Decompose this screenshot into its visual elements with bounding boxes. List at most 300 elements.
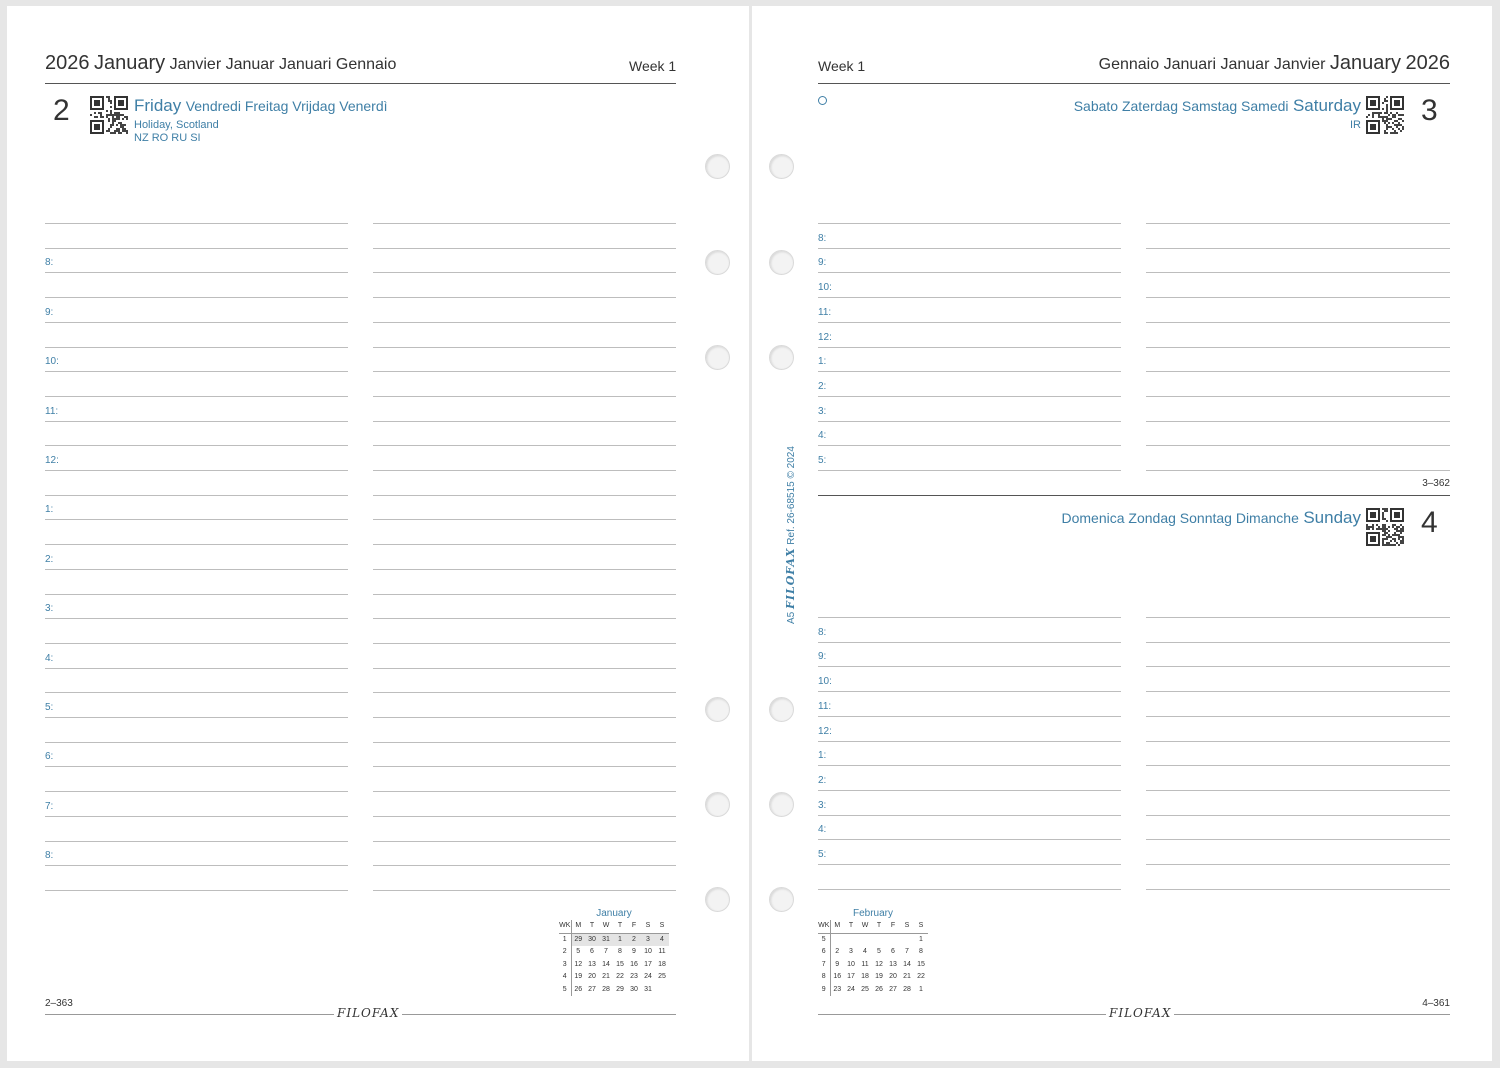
circle-icon bbox=[818, 96, 827, 105]
writing-line bbox=[373, 519, 676, 520]
hour-label: 4: bbox=[45, 652, 54, 664]
mini-calendar-header-cell: T bbox=[872, 920, 886, 933]
hour-label: 12: bbox=[45, 455, 59, 466]
mini-calendar-day: 19 bbox=[875, 973, 883, 980]
hour-label: 7: bbox=[45, 800, 54, 812]
mini-calendar-day: 25 bbox=[861, 985, 869, 993]
mini-calendar-day: 20 bbox=[889, 973, 897, 980]
mini-calendar-day: 5 bbox=[576, 948, 581, 955]
mini-calendar-day: 4 bbox=[655, 933, 669, 946]
writing-line bbox=[373, 766, 676, 767]
left-holiday: Holiday, Scotland bbox=[134, 119, 219, 131]
writing-line bbox=[373, 643, 676, 644]
mini-calendar-week-row bbox=[818, 959, 928, 972]
mini-calendar-day bbox=[886, 933, 900, 946]
ring-hole bbox=[705, 887, 730, 912]
mini-calendar-header-cell: WK bbox=[818, 920, 830, 933]
writing-line bbox=[1146, 347, 1450, 348]
mini-calendar-day: 14 bbox=[602, 960, 610, 968]
writing-line bbox=[373, 668, 676, 669]
hour-label: 1: bbox=[818, 356, 827, 368]
sunday-heading bbox=[1062, 508, 1362, 528]
mini-calendar-day: 8 bbox=[919, 948, 923, 955]
saturday-heading bbox=[1074, 96, 1361, 116]
mini-calendar-day: 9 bbox=[835, 960, 840, 968]
mini-calendar-day: 1 bbox=[919, 935, 923, 943]
mini-calendar-day: 31 bbox=[599, 933, 613, 946]
writing-line bbox=[45, 544, 348, 545]
mini-calendar-week-number: 8 bbox=[818, 971, 830, 984]
writing-line bbox=[1146, 445, 1450, 446]
left-day-heading bbox=[134, 96, 388, 116]
writing-line bbox=[45, 445, 348, 446]
ring-hole bbox=[705, 345, 730, 370]
hour-label: 5: bbox=[818, 849, 827, 860]
hour-label: 8: bbox=[45, 257, 54, 269]
writing-line bbox=[1146, 617, 1450, 618]
mini-calendar-day bbox=[655, 984, 669, 997]
hour-label: 1: bbox=[818, 750, 827, 762]
writing-line bbox=[818, 864, 1121, 865]
left-page-code: 2–363 bbox=[45, 998, 73, 1009]
hour-label: 8: bbox=[818, 232, 827, 244]
mini-calendar-february bbox=[818, 908, 928, 996]
mini-calendar-day: 18 bbox=[861, 973, 869, 980]
mini-calendar-day: 4 bbox=[863, 948, 867, 955]
mini-calendar-day: 7 bbox=[604, 948, 608, 955]
hour-label: 8: bbox=[818, 626, 827, 638]
writing-line bbox=[373, 841, 676, 842]
mini-calendar-day: 24 bbox=[644, 973, 652, 980]
spine-ref: Ref. 26-68515 bbox=[786, 481, 797, 545]
left-day-langs: Vendredi Freitag Vrijdag Venerdì bbox=[185, 98, 388, 114]
mini-calendar-day: 9 bbox=[632, 948, 636, 955]
mini-calendar-day: 1 bbox=[919, 985, 923, 993]
writing-line bbox=[818, 322, 1121, 323]
hour-label: 11: bbox=[818, 700, 832, 712]
writing-line bbox=[45, 643, 348, 644]
writing-line bbox=[818, 765, 1121, 766]
writing-line bbox=[818, 248, 1121, 249]
writing-line bbox=[1146, 470, 1450, 471]
writing-line bbox=[373, 445, 676, 446]
writing-line bbox=[45, 569, 348, 570]
sunday-name: Sunday bbox=[1303, 508, 1361, 527]
mini-calendar-week-row bbox=[559, 933, 669, 946]
mini-calendar-header-cell: W bbox=[858, 920, 872, 933]
mini-calendar-day: 28 bbox=[602, 985, 610, 993]
mini-calendar-day: 27 bbox=[889, 985, 897, 993]
hour-label: 3: bbox=[818, 799, 827, 811]
writing-line bbox=[1146, 371, 1450, 372]
writing-line bbox=[818, 617, 1121, 618]
left-footer-brand: FILOFAX bbox=[334, 1006, 402, 1020]
writing-line bbox=[1146, 396, 1450, 397]
writing-line bbox=[45, 692, 348, 693]
mini-calendar-header-cell: S bbox=[900, 920, 914, 933]
left-week-label: Week 1 bbox=[629, 58, 677, 74]
mini-calendar-title: January bbox=[596, 908, 632, 919]
left-countries: NZ RO RU SI bbox=[134, 132, 201, 144]
right-header-month: January bbox=[1329, 52, 1402, 74]
mini-calendar-day bbox=[872, 933, 886, 946]
mini-calendar-day: 29 bbox=[616, 985, 624, 993]
writing-line bbox=[1146, 421, 1450, 422]
mini-calendar-week-row bbox=[818, 933, 928, 946]
right-week-label: Week 1 bbox=[818, 58, 866, 74]
writing-line bbox=[1146, 716, 1450, 717]
mini-calendar-day: 15 bbox=[917, 960, 925, 968]
writing-line bbox=[1146, 642, 1450, 643]
mini-calendar-day: 24 bbox=[847, 985, 855, 993]
mini-calendar-header-cell: F bbox=[886, 920, 900, 933]
mini-calendar-day: 31 bbox=[644, 985, 652, 993]
mini-calendar-title: February bbox=[852, 908, 893, 919]
writing-line bbox=[818, 371, 1121, 372]
ring-hole bbox=[769, 250, 794, 275]
hour-label: 8: bbox=[45, 850, 54, 862]
writing-line bbox=[373, 692, 676, 693]
left-day-name: Friday bbox=[134, 96, 182, 115]
writing-line bbox=[818, 716, 1121, 717]
writing-line bbox=[45, 297, 348, 298]
writing-line bbox=[818, 421, 1121, 422]
writing-line bbox=[45, 248, 348, 249]
writing-line bbox=[818, 741, 1121, 742]
mini-calendar-week-row bbox=[818, 984, 928, 997]
hour-label: 3: bbox=[818, 405, 827, 417]
writing-line bbox=[1146, 272, 1450, 273]
writing-line bbox=[818, 347, 1121, 348]
mini-calendar-day bbox=[830, 933, 844, 946]
saturday-name: Saturday bbox=[1292, 96, 1361, 115]
mini-calendar-header-row bbox=[818, 920, 928, 933]
mini-calendar-week-row bbox=[818, 971, 928, 984]
mini-calendar-day: 28 bbox=[903, 985, 911, 993]
writing-line bbox=[818, 790, 1121, 791]
writing-line bbox=[1146, 691, 1450, 692]
mini-calendar-day: 5 bbox=[877, 948, 881, 955]
writing-line bbox=[818, 889, 1121, 890]
spine-size: A5 bbox=[786, 611, 797, 624]
spine-imprint bbox=[784, 446, 797, 624]
hour-label: 2: bbox=[818, 774, 827, 786]
writing-line bbox=[45, 519, 348, 520]
writing-line bbox=[1146, 297, 1450, 298]
writing-line bbox=[373, 322, 676, 323]
hour-label: 3: bbox=[45, 603, 54, 615]
mini-calendar-week-number: 5 bbox=[559, 984, 571, 997]
writing-line bbox=[818, 396, 1121, 397]
mini-calendar-week-number: 9 bbox=[818, 984, 830, 997]
ring-hole bbox=[705, 250, 730, 275]
ring-hole bbox=[769, 792, 794, 817]
hour-label: 11: bbox=[818, 306, 832, 318]
mini-calendar-header-cell: W bbox=[599, 920, 613, 933]
saturday-countries: IR bbox=[1350, 119, 1361, 131]
writing-line bbox=[1146, 889, 1450, 890]
writing-line bbox=[45, 865, 348, 866]
mini-calendar-header-cell: S bbox=[914, 920, 928, 933]
mini-calendar-day: 25 bbox=[658, 973, 666, 980]
mini-calendar-day bbox=[900, 933, 914, 946]
mini-calendar-day bbox=[858, 933, 872, 946]
ring-hole bbox=[769, 697, 794, 722]
writing-line bbox=[818, 272, 1121, 273]
writing-line bbox=[45, 322, 348, 323]
mini-calendar-week-row bbox=[559, 946, 669, 959]
mini-calendar-header-cell: T bbox=[585, 920, 599, 933]
spine-copyright: © 2024 bbox=[786, 446, 797, 479]
ring-hole bbox=[705, 697, 730, 722]
right-header-month-langs: Gennaio Januari Januar Janvier bbox=[1098, 56, 1326, 73]
writing-line bbox=[45, 841, 348, 842]
hour-label: 5: bbox=[818, 455, 827, 466]
mini-calendar-day bbox=[844, 933, 858, 946]
mini-calendar-header-row bbox=[559, 920, 669, 933]
mini-calendar-week-number: 6 bbox=[818, 946, 830, 959]
left-header-month-langs: Janvier Januar Januari Gennaio bbox=[169, 56, 397, 73]
mini-calendar-week-row bbox=[559, 971, 669, 984]
qr-code-icon bbox=[1366, 96, 1404, 134]
mini-calendar-day: 23 bbox=[630, 973, 638, 980]
mini-calendar-header-cell: T bbox=[844, 920, 858, 933]
writing-line bbox=[373, 816, 676, 817]
writing-line bbox=[373, 470, 676, 471]
mini-calendar-day: 12 bbox=[574, 960, 583, 968]
writing-line bbox=[818, 691, 1121, 692]
writing-line bbox=[1146, 815, 1450, 816]
writing-line bbox=[45, 421, 348, 422]
mini-calendar-week-row bbox=[559, 984, 669, 997]
writing-line bbox=[45, 766, 348, 767]
writing-line bbox=[1146, 864, 1450, 865]
writing-line bbox=[373, 865, 676, 866]
mini-calendar-week-number: 1 bbox=[559, 933, 571, 946]
writing-line bbox=[45, 890, 348, 891]
spine-brand: FILOFAX bbox=[784, 547, 797, 609]
writing-line bbox=[45, 791, 348, 792]
writing-line bbox=[373, 618, 676, 619]
left-header-year: 2026 bbox=[45, 52, 90, 74]
mini-calendar-day: 29 bbox=[571, 933, 585, 946]
writing-line bbox=[45, 594, 348, 595]
mini-calendar-day: 2 bbox=[835, 948, 840, 955]
mini-calendar-day: 17 bbox=[847, 973, 855, 980]
writing-line bbox=[818, 445, 1121, 446]
writing-line bbox=[373, 347, 676, 348]
writing-line bbox=[373, 297, 676, 298]
hour-label: 10: bbox=[818, 676, 832, 688]
mini-calendar-header-cell: WK bbox=[559, 920, 571, 933]
hour-label: 9: bbox=[818, 257, 827, 269]
mini-calendar-day: 27 bbox=[588, 985, 596, 993]
mini-calendar-day: 23 bbox=[833, 985, 842, 993]
left-header-title bbox=[45, 52, 396, 75]
mini-calendar-day: 15 bbox=[616, 960, 624, 968]
writing-line bbox=[45, 742, 348, 743]
writing-line bbox=[45, 668, 348, 669]
right-page bbox=[752, 6, 1492, 1061]
mini-calendar-day: 26 bbox=[875, 985, 883, 993]
writing-line bbox=[1146, 248, 1450, 249]
mini-calendar-week-number: 4 bbox=[559, 971, 571, 984]
hour-label: 6: bbox=[45, 751, 54, 763]
mini-calendar-day: 2 bbox=[627, 933, 641, 946]
mini-calendar-header-cell: S bbox=[655, 920, 669, 933]
ring-hole bbox=[705, 154, 730, 179]
ring-hole bbox=[769, 887, 794, 912]
mini-calendar-day: 8 bbox=[618, 948, 622, 955]
writing-line bbox=[373, 890, 676, 891]
ring-hole bbox=[769, 154, 794, 179]
writing-line bbox=[818, 666, 1121, 667]
mini-calendar-day: 16 bbox=[833, 973, 842, 980]
mini-calendar-week-row bbox=[559, 959, 669, 972]
writing-line bbox=[45, 272, 348, 273]
hour-label: 12: bbox=[818, 725, 832, 737]
writing-line bbox=[373, 396, 676, 397]
mini-calendar-day: 22 bbox=[616, 973, 624, 980]
hour-label: 11: bbox=[45, 405, 59, 417]
writing-line bbox=[818, 297, 1121, 298]
right-header-year: 2026 bbox=[1405, 52, 1450, 74]
mini-calendar-day: 3 bbox=[849, 948, 853, 955]
writing-line bbox=[45, 495, 348, 496]
mini-calendar-day: 18 bbox=[658, 960, 666, 968]
mini-calendar-header-cell: F bbox=[627, 920, 641, 933]
writing-line bbox=[373, 272, 676, 273]
mini-calendar-day: 16 bbox=[630, 960, 638, 968]
left-page bbox=[7, 6, 749, 1061]
left-day-number: 2 bbox=[53, 94, 70, 127]
mini-calendar-day: 22 bbox=[917, 973, 925, 980]
right-footer-brand: FILOFAX bbox=[1106, 1006, 1174, 1020]
writing-line bbox=[45, 470, 348, 471]
writing-line bbox=[1146, 790, 1450, 791]
writing-line bbox=[45, 717, 348, 718]
writing-line bbox=[45, 371, 348, 372]
mini-calendar-day: 14 bbox=[903, 960, 911, 968]
mini-calendar-header-cell: T bbox=[613, 920, 627, 933]
mini-calendar-header-cell: S bbox=[641, 920, 655, 933]
writing-line bbox=[373, 248, 676, 249]
hour-label: 10: bbox=[818, 282, 832, 294]
ring-hole bbox=[769, 345, 794, 370]
ring-hole bbox=[705, 792, 730, 817]
writing-line bbox=[818, 815, 1121, 816]
mini-calendar-day: 17 bbox=[644, 960, 652, 968]
hour-label: 9: bbox=[45, 306, 54, 318]
writing-line bbox=[45, 223, 348, 224]
hour-label: 1: bbox=[45, 504, 54, 516]
qr-code-icon bbox=[1366, 508, 1404, 546]
writing-line bbox=[1146, 223, 1450, 224]
saturday-langs: Sabato Zaterdag Samstag Samedi bbox=[1073, 98, 1289, 114]
right-header-divider bbox=[818, 83, 1450, 84]
mini-calendar-day: 10 bbox=[847, 960, 855, 968]
writing-line bbox=[373, 594, 676, 595]
writing-line bbox=[818, 642, 1121, 643]
hour-label: 12: bbox=[818, 331, 832, 343]
writing-line bbox=[45, 396, 348, 397]
mini-calendar-day: 10 bbox=[644, 948, 652, 955]
writing-line bbox=[45, 816, 348, 817]
mini-calendar-day: 30 bbox=[630, 985, 638, 993]
hour-label: 4: bbox=[818, 824, 827, 836]
hour-label: 5: bbox=[45, 702, 54, 713]
sunday-langs: Domenica Zondag Sonntag Dimanche bbox=[1061, 510, 1299, 526]
writing-line bbox=[818, 470, 1121, 471]
mini-calendar-day: 12 bbox=[875, 960, 883, 968]
mini-calendar-day: 20 bbox=[588, 973, 596, 980]
mini-calendar-january bbox=[559, 908, 669, 996]
writing-line bbox=[373, 421, 676, 422]
writing-line bbox=[1146, 839, 1450, 840]
hour-label: 2: bbox=[818, 380, 827, 392]
writing-line bbox=[373, 371, 676, 372]
mini-calendar-day: 13 bbox=[588, 960, 596, 968]
writing-line bbox=[45, 618, 348, 619]
right-header-title bbox=[1099, 52, 1450, 75]
mini-calendar-day: 19 bbox=[574, 973, 583, 980]
writing-line bbox=[818, 223, 1121, 224]
writing-line bbox=[373, 717, 676, 718]
mini-calendar-day: 3 bbox=[641, 933, 655, 946]
left-header-month: January bbox=[93, 52, 166, 74]
mini-calendar-day: 30 bbox=[585, 933, 599, 946]
writing-line bbox=[1146, 741, 1450, 742]
writing-line bbox=[1146, 322, 1450, 323]
sunday-day-number: 4 bbox=[1421, 506, 1438, 539]
left-header-divider bbox=[45, 83, 676, 84]
right-page-code: 4–361 bbox=[1422, 998, 1450, 1009]
mini-calendar-header-cell: M bbox=[571, 920, 585, 933]
mini-calendar-week-number: 3 bbox=[559, 959, 571, 972]
mini-calendar-day: 6 bbox=[891, 948, 895, 955]
mini-calendar-day: 21 bbox=[903, 973, 911, 980]
mini-calendar-week-number: 2 bbox=[559, 946, 571, 959]
mini-calendar-day: 11 bbox=[658, 948, 666, 955]
writing-line bbox=[373, 544, 676, 545]
writing-line bbox=[1146, 666, 1450, 667]
qr-code-icon bbox=[90, 96, 128, 134]
hour-label: 9: bbox=[818, 651, 827, 663]
mini-calendar-week-row bbox=[818, 946, 928, 959]
hour-label: 4: bbox=[818, 430, 827, 442]
writing-line bbox=[45, 347, 348, 348]
writing-line bbox=[373, 495, 676, 496]
hour-label: 2: bbox=[45, 553, 54, 565]
mini-calendar-day: 7 bbox=[905, 948, 909, 955]
writing-line bbox=[373, 223, 676, 224]
mini-calendar-day: 11 bbox=[861, 960, 869, 968]
hour-label: 10: bbox=[45, 356, 59, 368]
writing-line bbox=[373, 569, 676, 570]
mini-calendar-day: 1 bbox=[613, 933, 627, 946]
writing-line bbox=[1146, 765, 1450, 766]
mini-calendar-header-cell: M bbox=[830, 920, 844, 933]
mini-calendar-day: 21 bbox=[602, 973, 610, 980]
mini-calendar-day: 13 bbox=[889, 960, 897, 968]
writing-line bbox=[818, 839, 1121, 840]
saturday-page-code: 3–362 bbox=[1422, 478, 1450, 489]
saturday-day-number: 3 bbox=[1421, 94, 1438, 127]
mini-calendar-day: 26 bbox=[574, 985, 583, 993]
writing-line bbox=[373, 791, 676, 792]
mini-calendar-week-number: 7 bbox=[818, 959, 830, 972]
mini-calendar-week-number: 5 bbox=[818, 933, 830, 946]
